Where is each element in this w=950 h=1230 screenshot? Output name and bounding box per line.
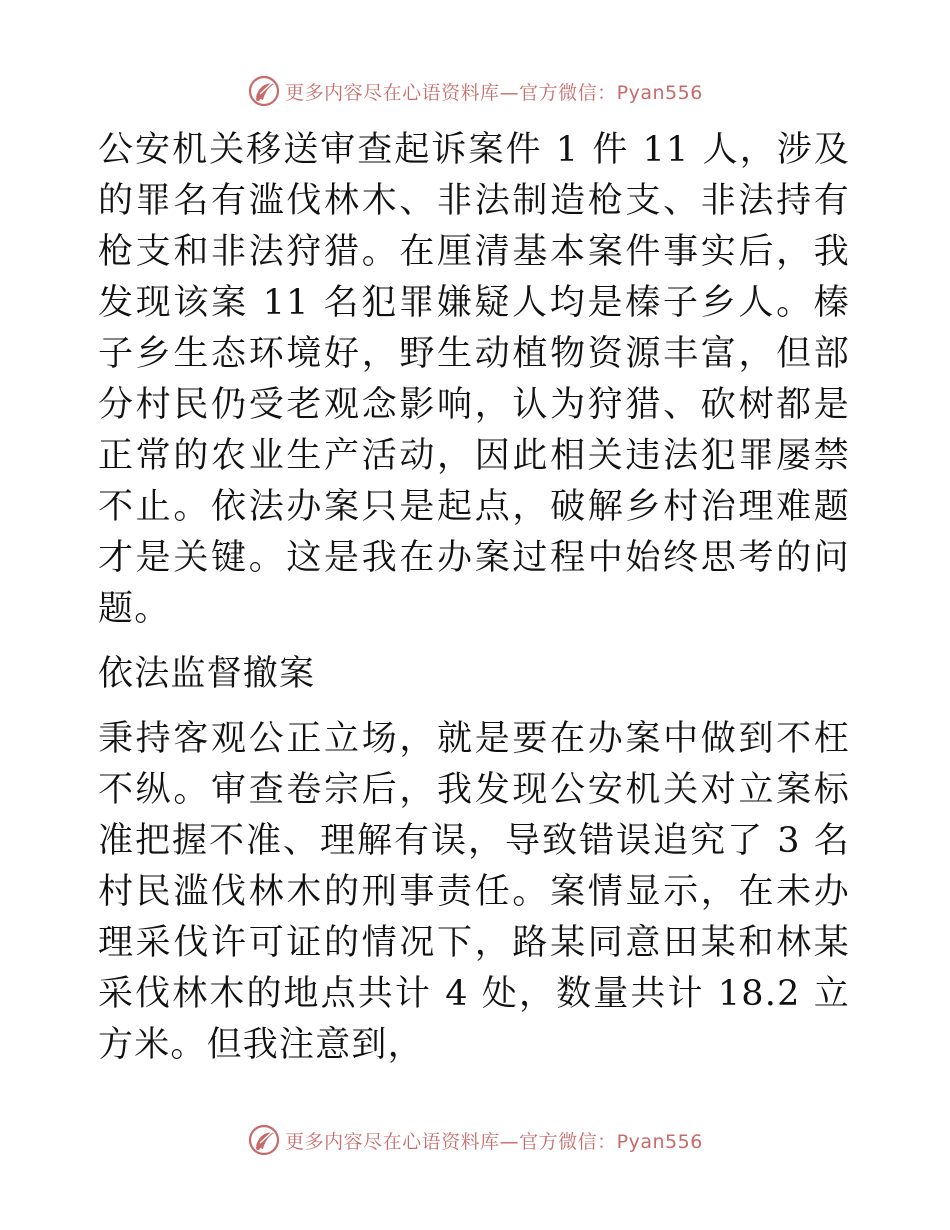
- watermark-brand: 更多内容尽在心语资料库: [285, 1130, 500, 1153]
- watermark-separator: —: [499, 1130, 520, 1153]
- document-body: [98, 125, 850, 1071]
- logo-icon: [247, 74, 281, 108]
- watermark-text: [285, 1127, 703, 1154]
- watermark-suffix: 官方微信：Pyan556: [519, 1130, 703, 1153]
- watermark-header: [0, 71, 950, 111]
- watermark-footer: [0, 1120, 950, 1160]
- section-heading: 依法监督撤案: [98, 654, 316, 694]
- paragraph-1: 公安机关移送审查起诉案件 1 件 11 人，涉及的罪名有滥伐林木、非法制造枪支、非法持有枪支和非法狩猎。在厘清基本案件事实后，我发现该案 11 名犯罪嫌疑人均是榛子乡人。榛子乡生态环境好，野生动植物资源丰富，但部分村民仍受老观念影响，认为狩猎、砍树都是正常的农业生产活动，因此相关违法犯罪屡禁不止。依法办案只是起点，破解乡村治理难题才是关键。这是我在办案过程中始终思考的问题。: [98, 130, 850, 629]
- paragraph-2: 秉持客观公正立场，就是要在办案中做到不枉不纵。审查卷宗后，我发现公安机关对立案标准把握不准、理解有误，导致错误追究了 3 名村民滥伐林木的刑事责任。案情显示，在未办理采伐许可证的情况下，路某同意田某和林某采伐林木的地点共计 4 处，数量共计 18.2 立方米。但我注意到，: [98, 719, 850, 1065]
- watermark-brand: 更多内容尽在心语资料库: [285, 81, 500, 104]
- watermark-text: [285, 78, 703, 105]
- logo-icon: [247, 1123, 281, 1157]
- watermark-separator: —: [499, 81, 520, 104]
- watermark-suffix: 官方微信：Pyan556: [519, 81, 703, 104]
